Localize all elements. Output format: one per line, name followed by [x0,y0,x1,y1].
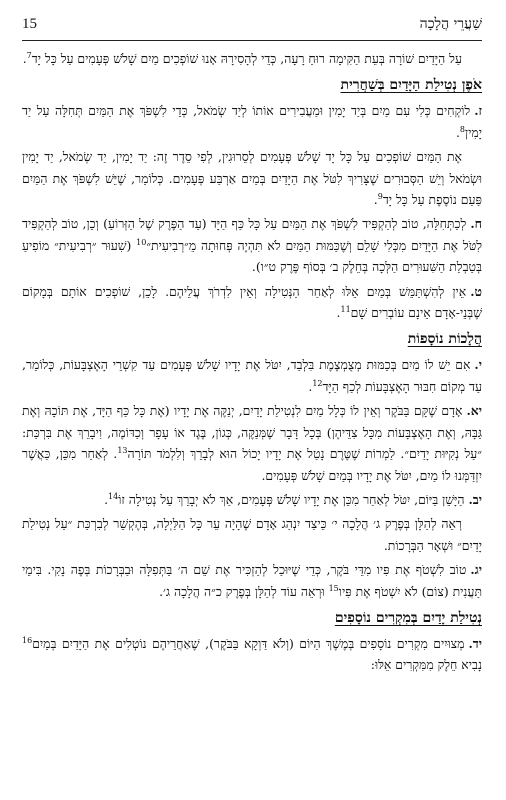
footnote-marker: 15 [328,583,339,593]
section-heading-morning-washing: אֹפֶן נְטִילַת הַיָּדַיִם בְּשַׁחֲרִית [340,77,482,94]
paragraph-8 [22,213,482,277]
paragraph-label: יא. [466,403,482,419]
paragraph-text: אָדָם שֶׁקָּם בַּבֹּקֶר וְאֵין לוֹ כְּלָל מַיִם לִנְטִילַת יָדַיִם, יְנַקֶּה אֶת יָדָיו (אֶת כָּל כַּף הַיָּד, אֶת תּוֹכָהּ וְאֶת גַּבָּהּ, וְאֶת הָאֶצְבָּעוֹת מִכָּל צִדֵּיהֶן) בְּכָל דָּבָר שֶׁמְּנַקֶּה, כְּגוֹן, בֶּגֶד אוֹ עָפָר וְכַדּוֹמֶה, וִיבָרֵךְ אֶת בִּרְכַּת: ״עַל נְקִיּוּת יָדַיִם״. לַמְרוֹת שֶׁטֶּרֶם נָטַל אֶת יָדָיו יָכוֹל הוּא לְבָרֵךְ וְלִלְמֹד תּוֹרָה [22,403,482,462]
paragraph-text: לוֹקְחִים כְּלִי עִם מַיִם בְּיַד יָמִין וּמַעֲבִירִים אוֹתוֹ לְיַד שְׂמֹאל, כְּדֵי לִשְׁפֹּךְ אֶת הַמַּיִם תְּחִלָּה עַל יַד יָמִין [22,103,482,140]
paragraph-text: אֵין לְהִשְׁתַּמֵּשׁ בְּמַיִם אֵלּוּ לְאַחַר הַנְּטִילָה וְאֵין לִדְרֹךְ עֲלֵיהֶם. לָכֵן, שׁוֹפְכִים אוֹתָם בְּמָקוֹם שֶׁבְּנֵי-אָדָם אֵינָם עוֹבְרִים שָׁם [22,283,482,321]
footnote-marker: 8 [459,124,465,134]
paragraph-11 [22,400,482,486]
running-title: שַׁעֲרֵי הֲלָכָה [419,16,482,32]
paragraph-12-note [22,513,482,556]
paragraph-text: מְצוּיִים מִקְרִים נוֹסָפִים בְּמֶשֶׁךְ הַיּוֹם (וְלֹא דַּוְקָא בַּבֹּקֶר), שֶׁאַחֲרֵיהֶם נוֹטְלִים אֶת הַיָּדַיִם בְּמַיִם [32,635,465,651]
paragraph-9: ט.אֵין לְהִשְׁתַּמֵּשׁ בְּמַיִם אֵלּוּ לְאַחַר הַנְּטִילָה וְאֵין לִדְרֹךְ עֲלֵיהֶם. לָכֵן, שׁוֹפְכִים אוֹתָם בְּמָקוֹם שֶׁבְּנֵי-אָדָם אֵינָם עוֹבְרִים שָׁם$^{11}$. [22,283,482,321]
paragraph-12: יב.הַיָּשֵׁן בַּיּוֹם, יִטֹּל לְאַחַר מִכֵּן אֶת יָדָיו שָׁלֹשׁ פְּעָמִים, אַךְ לֹא יְבָרֵךְ עַל נְטִילָה זוֹ$^{14}$. [104,491,482,507]
paragraph-text: אֶת הַמַּיִם שׁוֹפְכִים עַל כָּל יָד שָׁלֹשׁ פְּעָמִים לְסֵרוּגִין, לְפִי סֵדֶר זֶה: יַד יָמִין, יַד שְׂמֹאל, יַד יָמִין וּשְׂמֹאל וְיֵשׁ הַסְּבוּרִים שֶׁצָּרִיךְ לִטֹּל אֶת הַיָּדַיִם בְּמַיִם אַרְבַּע פְּעָמִים. כְּלוֹמַר, שֶׁיֵּשׁ לִשְׁפֹּךְ אֶת הַמַּיִם פַּעַם נוֹסֶפֶת עַל כָּל יָד [22,149,482,208]
paragraph-text: עַל הַיָּדַיִם שׁוֹרָה בְּעֵת הַקִּימָה רוּחַ רָעָה, כְּדֵי לְהָסִירָהּ אָנוּ שׁוֹפְכִים מַיִם שָׁלֹשׁ פְּעָמִים עַל כָּל יָד [31,51,462,66]
paragraph-text-tail: נָבִיא חֵלֶק מִמִּקְרִים אֵלּוּ: [370,657,482,673]
paragraph-7-continued: אֶת הַמַּיִם שׁוֹפְכִים עַל כָּל יָד שָׁלֹשׁ פְּעָמִים לְסֵרוּגִין, לְפִי סֵדֶר זֶה: יַד יָמִין, יַד שְׂמֹאל, יַד יָמִין וּשְׂמֹאל וְיֵשׁ הַסְּבוּרִים שֶׁצָּרִיךְ לִטֹּל אֶת הַיָּדַיִם בְּמַיִם אַרְבַּע פְּעָמִים. כְּלוֹמַר, שֶׁיֵּשׁ לִשְׁפֹּךְ אֶת הַמַּיִם פַּעַם נוֹסֶפֶת עַל כָּל יָד$^9$. [22,149,482,208]
paragraph-label: יג. [470,562,482,578]
paragraph-label: ח. [470,216,482,232]
paragraph-label: י. [474,357,482,373]
page-body [22,48,482,680]
paragraph-text: אִם יֵשׁ לוֹ מַיִם בְּכַמּוּת מְצֻמְצֶמֶת בִּלְבַד, יִטֹּל אֶת יָדָיו שָׁלֹשׁ פְּעָמִים עַד קִשְׁרֵי הָאֶצְבָּעוֹת, כְּלוֹמַר, עַד מְקוֹם חִבּוּר הָאֶצְבָּעוֹת לְכַף הַיָּד [22,357,482,394]
paragraph-text: הַיָּשֵׁן בַּיּוֹם, יִטֹּל לְאַחַר מִכֵּן אֶת יָדָיו שָׁלֹשׁ פְּעָמִים, אַךְ לֹא יְבָרֵךְ עַל נְטִילָה זוֹ [118,491,465,507]
section-heading-additional-laws: הֲלָכוֹת נוֹסָפוֹת [407,331,482,348]
paragraph-label: ט. [470,283,482,299]
footnote-marker: 14 [108,491,119,501]
footnote-marker: 11 [340,304,351,314]
paragraph-7: ז.לוֹקְחִים כְּלִי עִם מַיִם בְּיַד יָמִין וּמַעֲבִירִים אוֹתוֹ לְיַד שְׂמֹאל, כְּדֵי לִשְׁפֹּךְ אֶת הַמַּיִם תְּחִלָּה עַל יַד יָמִין$^8$. [22,103,482,140]
section-heading-other-cases: נְטִילַת יָדַיִם בְּמִקְרִים נוֹסָפִים [334,609,482,626]
paragraph-text: טוֹב לִשְׁטֹף אֶת פִּיו מִדֵּי בֹּקֶר, כְּדֵי שֶׁיּוּכַל לְהַזְכִּיר אֶת שֵׁם ה׳ בַּתְּפִלָּה וּבַבְּרָכוֹת בְּפֶה נָקִי. בִּימֵי תַּעֲנִית (צוֹם) לֹא יִשְׁטֹף אֶת פִּיו [22,562,482,599]
footnote-marker: 13 [117,445,128,455]
paragraph-10: י.אִם יֵשׁ לוֹ מַיִם בְּכַמּוּת מְצֻמְצֶמֶת בִּלְבַד, יִטֹּל אֶת יָדָיו שָׁלֹשׁ פְּעָמִים עַד קִשְׁרֵי הָאֶצְבָּעוֹת, כְּלוֹמַר, עַד מְקוֹם חִבּוּר הָאֶצְבָּעוֹת לְכַף הַיָּד$^{12}$. [22,357,482,394]
paragraph-14 [22,633,482,676]
footnote-marker: 9 [377,191,383,201]
footnote-marker: 16 [22,635,33,645]
paragraph-text: לְכַתְּחִלָּה, טוֹב לְהַקְפִּיד לִשְׁפֹּךְ אֶת הַמַּיִם עַל כָּל כַּף הַיָּד (עַד הַפֶּרֶק שֶׁל הַזְּרוֹעַ) וְכֵן, טוֹב לְהַקְפִּיד לִטֹּל אֶת הַיָּדַיִם מִכְּלִי שָׁלֵם וְשֶׁכַּמּוּת הַמַּיִם לֹא תִּהְיֶה פְּחוּתָה מֵ״רְבִיעִית״ [22,216,482,253]
paragraph-13 [22,559,482,602]
paragraph-text-tail: וּרְאֵה עוֹד לְהַלָּן בְּפֶרֶק כ״ה הֲלָכָה ג׳. [159,583,329,599]
paragraph-label: יד. [468,635,482,651]
footnote-marker: 7 [26,50,32,60]
paragraph-text: רְאֵה לְהַלָּן בְּפֶרֶק ג׳ הֲלָכָה י׳ כֵּיצַד יִנְהַג אָדָם שֶׁהָיָה עֵר כָּל הַלַּיְלָה, בְּהֶקְשֵׁר לְבִרְכַּת ״עַל נְטִילַת יָדַיִם״ וּשְׁאָר הַבְּרָכוֹת. [22,516,482,553]
paragraph-intro: עַל הַיָּדַיִם שׁוֹרָה בְּעֵת הַקִּימָה רוּחַ רָעָה, כְּדֵי לְהָסִירָהּ אָנוּ שׁוֹפְכִים מַיִם שָׁלֹשׁ פְּעָמִים עַל כָּל יָד$^7$. [22,50,462,66]
footnote-marker: 12 [312,378,323,388]
paragraph-label: יב. [468,491,482,507]
paragraph-label: ז. [474,103,482,119]
paragraph-text-tail: (שִׁעוּר ״רְבִיעִית״ מוֹפִיעַ בְּטַבְלַת הַשִּׁעוּרִים הַלְּכָה בְּחֵלֶק ב׳ בְּסוֹף פֶּרֶק ט״ו). [22,237,482,275]
header-rule [22,40,482,41]
running-header [22,16,482,38]
page-number: 15 [22,16,37,32]
footnote-marker: 10 [136,237,147,247]
paragraph-text-tail: . לְאַחַר מִכֵּן, כַּאֲשֶׁר יִזְדַּמְּנוּ לוֹ מַיִם, יִטֹּל אֶת יָדָיו בְּמַיִם שָׁלֹשׁ פְּעָמִים. [22,446,482,483]
